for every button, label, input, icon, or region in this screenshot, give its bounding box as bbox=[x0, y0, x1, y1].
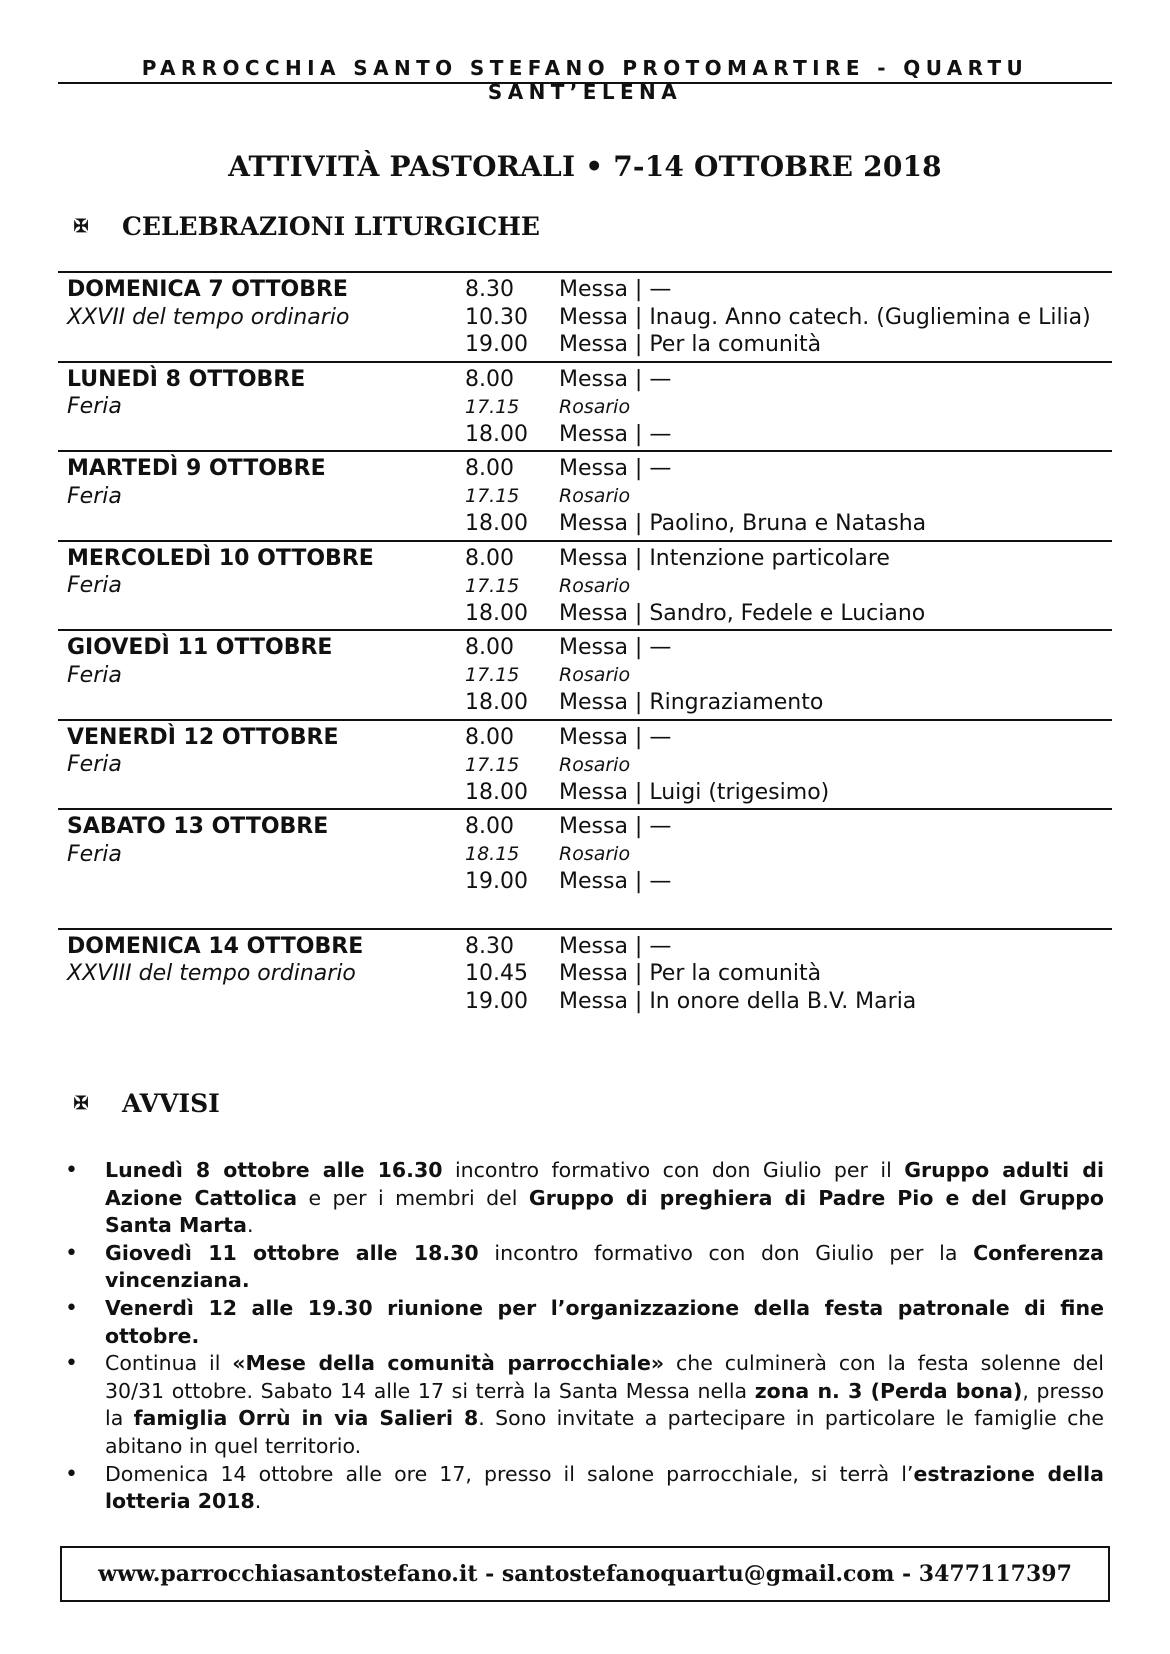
avviso-text: , presso la bbox=[105, 1378, 1105, 1431]
day-block bbox=[58, 450, 1112, 540]
bullet-icon: • bbox=[65, 1461, 78, 1487]
schedule-row bbox=[58, 421, 1112, 449]
day-name: DOMENICA 7 OTTOBRE bbox=[67, 277, 348, 303]
avviso-item bbox=[60, 1157, 1104, 1240]
day-liturgical-note: Feria bbox=[67, 841, 122, 867]
day-block bbox=[58, 540, 1112, 630]
event-time: 19.00 bbox=[465, 988, 528, 1014]
event-description: Messa | Intenzione particolare bbox=[559, 545, 890, 571]
event-description: Messa | Inaug. Anno catech. (Gugliemina e Lilia) bbox=[559, 304, 1091, 330]
footer-text: www.parrocchiasantostefano.it - santostefanoquartu@gmail.com - 3477117397 bbox=[98, 1561, 1072, 1587]
schedule-row bbox=[58, 779, 1112, 807]
bullet-icon: • bbox=[65, 1295, 78, 1321]
avviso-item bbox=[60, 1295, 1104, 1350]
avviso-bold-text: famiglia Orrù in via Salieri 8 bbox=[133, 1406, 479, 1431]
event-time: 19.00 bbox=[465, 332, 528, 358]
schedule-row bbox=[58, 724, 1112, 752]
event-description: Messa | — bbox=[559, 814, 672, 840]
schedule-row bbox=[58, 634, 1112, 662]
schedule-row bbox=[58, 393, 1112, 421]
event-description: Messa | — bbox=[559, 366, 672, 392]
event-time: 8.30 bbox=[465, 277, 514, 303]
event-time: 8.00 bbox=[465, 545, 514, 571]
schedule-row bbox=[58, 600, 1112, 628]
event-description: Messa | — bbox=[559, 724, 672, 750]
event-time: 8.00 bbox=[465, 635, 514, 661]
avviso-text: Continua il bbox=[105, 1351, 233, 1376]
avviso-text: e per i membri del bbox=[297, 1185, 529, 1210]
event-time: 18.00 bbox=[465, 690, 528, 716]
event-time: 17.15 bbox=[465, 574, 520, 597]
event-description: Rosario bbox=[559, 664, 631, 687]
event-time: 18.00 bbox=[465, 600, 528, 626]
schedule-row bbox=[58, 572, 1112, 600]
header-divider bbox=[58, 82, 1112, 84]
day-name: VENERDÌ 12 OTTOBRE bbox=[67, 724, 339, 750]
event-description: Rosario bbox=[559, 395, 631, 418]
day-liturgical-note: Feria bbox=[67, 573, 122, 599]
event-time: 10.45 bbox=[465, 961, 528, 987]
bullet-icon: • bbox=[65, 1240, 78, 1266]
event-time: 18.00 bbox=[465, 511, 528, 537]
event-time: 8.30 bbox=[465, 933, 514, 959]
schedule-table bbox=[58, 271, 1112, 1017]
schedule-row bbox=[58, 510, 1112, 538]
event-description: Messa | — bbox=[559, 277, 672, 303]
event-description: Rosario bbox=[559, 574, 631, 597]
star-bullet-icon: ✠ bbox=[73, 1093, 89, 1114]
day-name: MERCOLEDÌ 10 OTTOBRE bbox=[67, 545, 374, 571]
section-avvisi-heading bbox=[70, 1089, 220, 1118]
day-liturgical-note: Feria bbox=[67, 752, 122, 778]
day-liturgical-note: Feria bbox=[67, 394, 122, 420]
day-name: SABATO 13 OTTOBRE bbox=[67, 814, 329, 840]
event-time: 8.00 bbox=[465, 724, 514, 750]
schedule-row bbox=[58, 662, 1112, 690]
day-liturgical-note: Feria bbox=[67, 662, 122, 688]
schedule-row bbox=[58, 366, 1112, 394]
avviso-bold-text: «Mese della comunità parrocchiale» bbox=[232, 1351, 665, 1376]
avviso-item bbox=[60, 1461, 1104, 1516]
event-description: Messa | — bbox=[559, 635, 672, 661]
event-time: 18.15 bbox=[465, 843, 520, 866]
schedule-row bbox=[58, 813, 1112, 841]
schedule-row bbox=[58, 751, 1112, 779]
avviso-bold-text: estrazione della lotteria 2018 bbox=[105, 1461, 1104, 1514]
bullet-icon: • bbox=[65, 1158, 78, 1183]
event-time: 17.15 bbox=[465, 485, 520, 508]
event-description: Messa | Sandro, Fedele e Luciano bbox=[559, 600, 926, 626]
event-description: Messa | Paolino, Bruna e Natasha bbox=[559, 511, 927, 537]
schedule-row bbox=[58, 545, 1112, 573]
event-description: Messa | Per la comunità bbox=[559, 332, 822, 358]
schedule-row bbox=[58, 483, 1112, 511]
event-description: Messa | — bbox=[559, 933, 672, 959]
avviso-bold-text: Giovedì 11 ottobre alle 18.30 bbox=[105, 1240, 479, 1265]
event-time: 8.00 bbox=[465, 456, 514, 482]
schedule-row bbox=[58, 455, 1112, 483]
day-block bbox=[58, 928, 1112, 1018]
page-title: ATTIVITÀ PASTORALI • 7-14 OTTOBRE 2018 bbox=[228, 150, 942, 183]
event-description: Rosario bbox=[559, 753, 631, 776]
avviso-bold-text: Gruppo adulti di Azione Cattolica bbox=[105, 1158, 1104, 1210]
section-celebrazioni-label: CELEBRAZIONI LITURGICHE bbox=[122, 212, 540, 241]
avviso-text: incontro formativo con don Giulio per la bbox=[478, 1240, 974, 1265]
avviso-bold-text: zona n. 3 (Perda bona) bbox=[754, 1378, 1023, 1403]
day-block bbox=[58, 629, 1112, 719]
avviso-bold-text: Gruppo di preghiera di Padre Pio e del Gruppo Santa Marta bbox=[105, 1185, 1104, 1238]
avviso-text: che culminerà con la festa solenne del 30/31 ottobre. Sabato 14 alle 17 si terrà la Santa Messa nella bbox=[105, 1351, 1104, 1403]
star-bullet-icon: ✠ bbox=[73, 216, 89, 237]
day-block bbox=[58, 719, 1112, 809]
event-description: Messa | Luigi (trigesimo) bbox=[559, 779, 830, 805]
event-time: 18.00 bbox=[465, 779, 528, 805]
day-name: GIOVEDÌ 11 OTTOBRE bbox=[67, 635, 333, 661]
event-time: 8.00 bbox=[465, 814, 514, 840]
event-description: Messa | — bbox=[559, 456, 672, 482]
day-block bbox=[58, 808, 1112, 898]
avviso-item bbox=[60, 1350, 1104, 1460]
event-time: 10.30 bbox=[465, 304, 528, 330]
event-time: 17.15 bbox=[465, 753, 520, 776]
schedule-row bbox=[58, 304, 1112, 332]
avviso-text: . bbox=[254, 1489, 262, 1514]
schedule-row bbox=[58, 276, 1112, 304]
event-description: Messa | In onore della B.V. Maria bbox=[559, 988, 917, 1014]
event-description: Rosario bbox=[559, 843, 631, 866]
avviso-text: Domenica 14 ottobre alle ore 17, presso il salone parrocchiale, si terrà l’ bbox=[105, 1461, 914, 1486]
day-name: MARTEDÌ 9 OTTOBRE bbox=[67, 456, 326, 482]
event-time: 17.15 bbox=[465, 664, 520, 687]
schedule-row bbox=[58, 960, 1112, 988]
avvisi-list bbox=[60, 1157, 1104, 1516]
day-block bbox=[58, 271, 1112, 361]
event-description: Messa | — bbox=[559, 869, 672, 895]
avviso-item bbox=[60, 1240, 1104, 1295]
avviso-bold-text: Venerdì 12 alle 19.30 riunione per l’organizzazione della festa patronale di fine ottobre. bbox=[105, 1295, 1104, 1348]
avviso-bold-text: Conferenza vincenziana. bbox=[105, 1240, 1104, 1293]
event-description: Messa | Per la comunità bbox=[559, 961, 822, 987]
avviso-text: . bbox=[246, 1213, 254, 1238]
event-time: 8.00 bbox=[465, 366, 514, 392]
event-description: Messa | Ringraziamento bbox=[559, 690, 824, 716]
footer-contacts bbox=[60, 1546, 1110, 1602]
event-time: 19.00 bbox=[465, 869, 528, 895]
event-description: Messa | — bbox=[559, 421, 672, 447]
schedule-row bbox=[58, 841, 1112, 869]
day-liturgical-note: XXVII del tempo ordinario bbox=[67, 304, 350, 330]
avviso-bold-text: Lunedì 8 ottobre alle 16.30 bbox=[105, 1158, 443, 1182]
schedule-row bbox=[58, 331, 1112, 359]
avviso-text: . Sono invitate a partecipare in particolare le famiglie che abitano in quel territorio. bbox=[105, 1406, 1104, 1458]
schedule-row bbox=[58, 933, 1112, 961]
day-name: DOMENICA 14 OTTOBRE bbox=[67, 933, 364, 959]
avviso-text: incontro formativo con don Giulio per il bbox=[442, 1158, 905, 1182]
event-time: 18.00 bbox=[465, 421, 528, 447]
day-liturgical-note: Feria bbox=[67, 483, 122, 509]
schedule-row bbox=[58, 988, 1112, 1016]
event-time: 17.15 bbox=[465, 395, 520, 418]
day-block bbox=[58, 361, 1112, 451]
parish-header: PARROCCHIA SANTO STEFANO PROTOMARTIRE - QUARTU SANT’ELENA bbox=[141, 56, 1029, 104]
section-celebrazioni-heading bbox=[70, 212, 540, 241]
day-liturgical-note: XXVIII del tempo ordinario bbox=[67, 961, 356, 987]
day-name: LUNEDÌ 8 OTTOBRE bbox=[67, 366, 306, 392]
section-avvisi-label: AVVISI bbox=[122, 1089, 220, 1118]
schedule-row bbox=[58, 868, 1112, 896]
event-description: Rosario bbox=[559, 485, 631, 508]
bullet-icon: • bbox=[65, 1351, 78, 1377]
schedule-row bbox=[58, 689, 1112, 717]
